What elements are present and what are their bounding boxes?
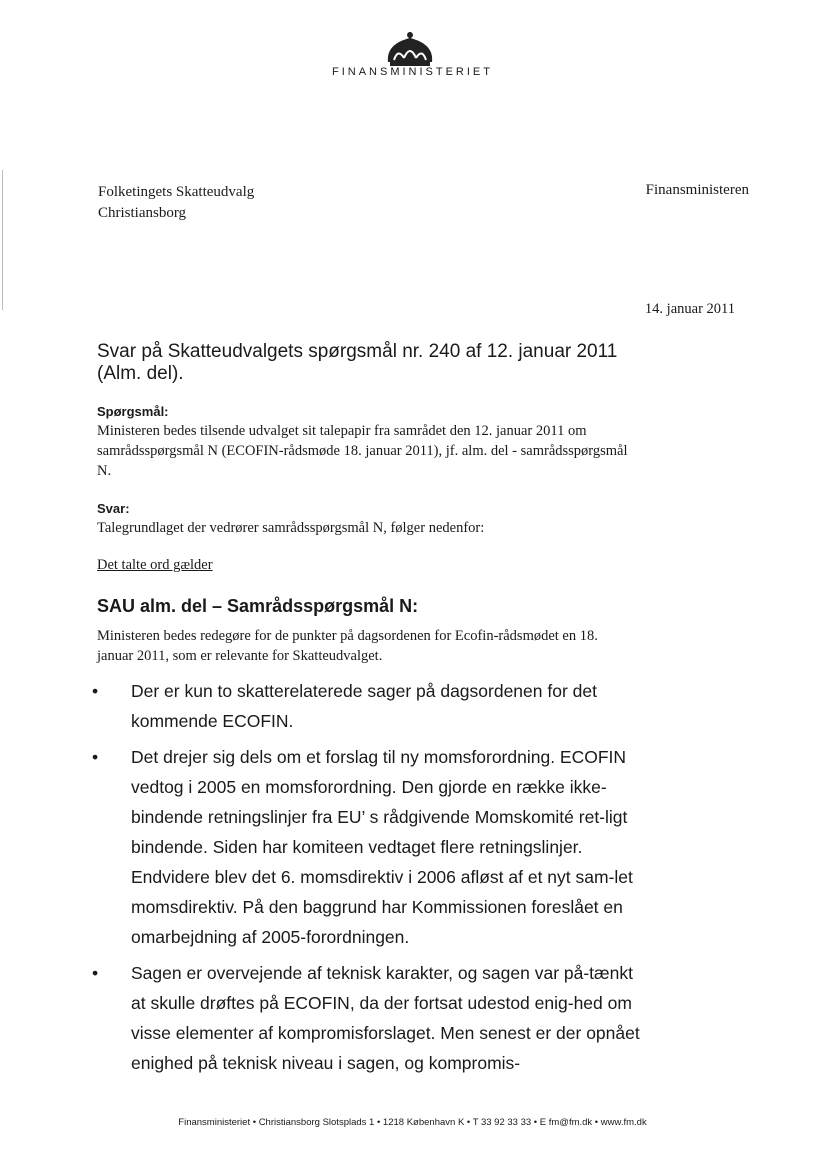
ministry-name: FINANSMINISTERIET [331,66,493,78]
recipient-line-2: Christiansborg [98,205,187,221]
section-title: SAU alm. del – Samrådsspørgsmål N: [97,596,419,616]
recipient-address [98,182,254,224]
answer-text: Talegrundlaget der vedrører samrådsspørgsmål N, følger nedenfor: [97,520,485,536]
scan-edge-line [2,170,3,310]
speech-note: Det talte ord gælder [97,557,213,573]
footer-contact: Finansministeriet • Christiansborg Slotsplads 1 • 1218 København K • T 33 92 33 33 • E fm@fm.dk • www.fm.dk [178,1117,647,1128]
bullet-icon: • [92,963,99,983]
letter-date: 14. januar 2011 [644,301,735,317]
section-intro: Ministeren bedes redegøre for de punkter på dagsordenen for Ecofin-rådsmødet en 18. januar 2011, som er relevante for Skatteudvalget. [97,628,598,664]
list-item [88,958,643,1078]
bullet-text: Der er kun to skatterelaterede sager på dagsordenen for det kommende ECOFIN. [131,681,597,731]
list-item [88,742,643,952]
bullet-text: Det drejer sig dels om et forslag til ny momsforordning. ECOFIN vedtog i 2005 en momsforordning. Den gjorde en række ikke-bindende retningslinjer fra EU’ s rådgivende Momskomité ret-ligt bindende. Siden har komiteen vedtaget flere retningslinjer. Endvidere blev det 6. momsdirektiv i 2006 afløst af et nyt sam-let momsdirektiv. På den baggrund har Kommissionen foreslået en omarbejdning af 2005-forordningen. [131,747,633,947]
bullet-list [88,676,643,1084]
bullet-icon: • [92,747,99,767]
recipient-line-1: Folketingets Skatteudvalg [98,184,255,200]
question-text: Ministeren bedes tilsende udvalget sit talepapir fra samrådet den 12. januar 2011 om samrådsspørgsmål N (ECOFIN-rådsmøde 18. januar 2011), jf. alm. del - samrådsspørgsmål N. [97,423,628,479]
subject-heading: Svar på Skatteudvalgets spørgsmål nr. 240 af 12. januar 2011 (Alm. del). [97,341,618,384]
bullet-icon: • [92,681,99,701]
answer-label: Svar: [97,501,130,516]
bullet-text: Sagen er overvejende af teknisk karakter, og sagen var på-tænkt at skulle drøftes på ECOFIN, da der fortsat udestod enig-hed om visse elementer af kompromisforslaget. Men senest er der opnået enighed på teknisk niveau i sagen, og kompromis- [131,963,640,1073]
question-label: Spørgsmål: [97,404,169,419]
list-item [88,676,643,736]
sender: Finansministeren [645,182,749,198]
